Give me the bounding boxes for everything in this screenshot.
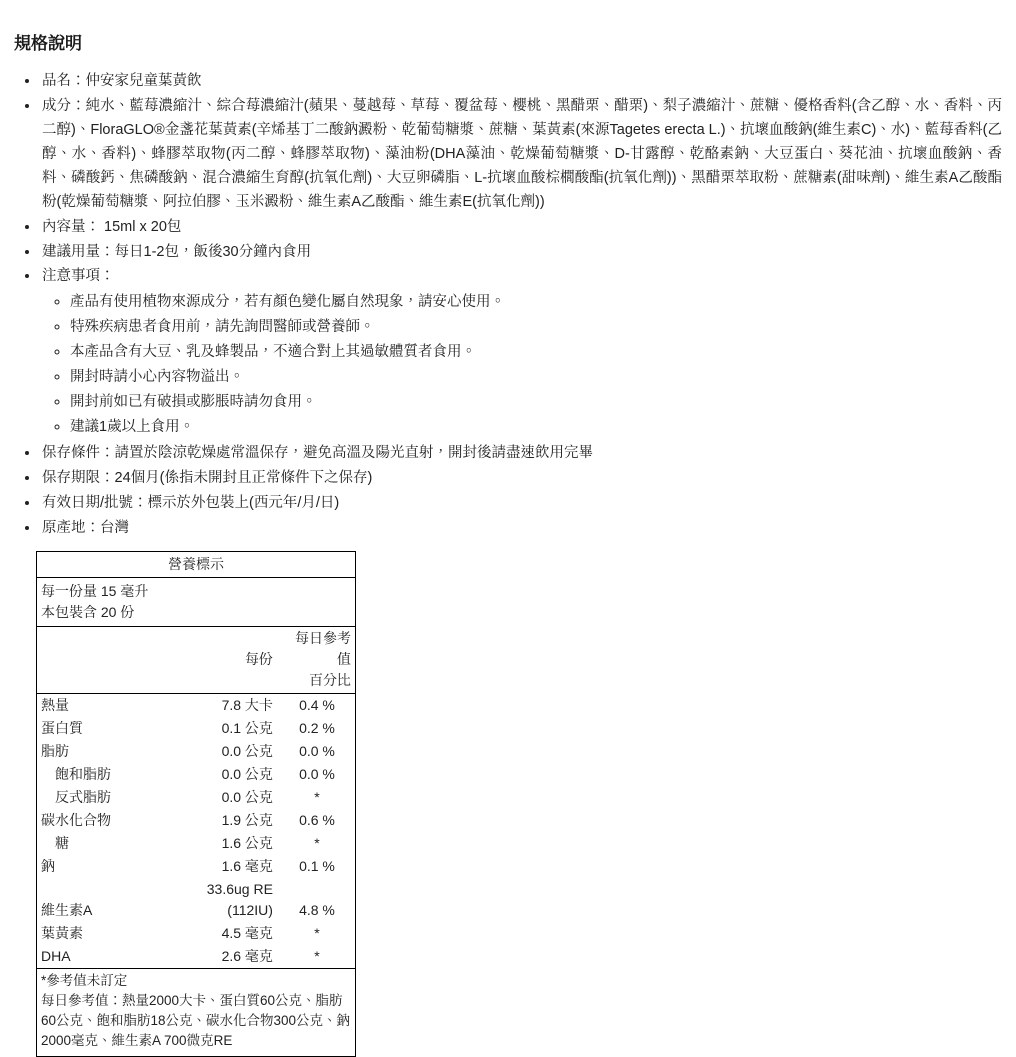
spec-item-text: 內容量： 15ml x 20包 [42, 218, 182, 235]
spec-item-origin [40, 517, 1002, 541]
nutrient-value: 1.9 公克 [221, 811, 273, 828]
footnote-daily-values: 每日參考值：熱量2000大卡、蛋白質60公克、脂肪60公克、飽和脂肪18公克、碳水化合物300公克、鈉2000毫克、維生素A 700微克RE [41, 992, 351, 1049]
spec-item-text: 保存條件：請置於陰涼乾燥處常溫保存，避免高溫及陽光直射，開封後請盡速飲用完畢 [42, 444, 593, 461]
nutrient-value: 7.8 大卡 [221, 696, 273, 713]
nutrient-percent: * [279, 945, 356, 969]
table-row [37, 717, 356, 740]
notice-text: 建議1歲以上食用。 [70, 418, 195, 435]
table-row [37, 786, 356, 809]
nutrient-value: 1.6 毫克 [221, 857, 273, 874]
spec-item-product-name [40, 70, 1002, 94]
table-row [37, 763, 356, 786]
nutrient-name: 脂肪 [41, 742, 69, 759]
nutrient-name: 飽和脂肪 [55, 765, 111, 782]
spec-item-net-content [40, 216, 1002, 240]
column-header-daily-value: 每日參考值 [295, 629, 351, 667]
nutrient-percent: 0.6 % [299, 811, 335, 828]
nutrient-percent: 4.8 % [299, 901, 335, 918]
notice-label: 注意事項： [42, 268, 115, 285]
nutrient-percent: 0.0 % [299, 742, 335, 759]
spec-item-text: 有效日期/批號：標示於外包裝上(西元年/月/日) [42, 494, 340, 511]
nutrition-serving-row [37, 577, 356, 626]
nutrition-column-subheader-row [37, 670, 356, 694]
table-row [37, 945, 356, 969]
spec-item-ingredients [40, 95, 1002, 215]
nutrition-column-header-row [37, 626, 356, 670]
nutrient-name: DHA [37, 945, 177, 969]
list-item [70, 416, 1002, 440]
nutrient-name: 蛋白質 [41, 719, 83, 736]
nutrient-value: 33.6ug RE (112IU) [206, 880, 273, 918]
servings-per-pack: 本包裝含 20 份 [41, 603, 135, 620]
nutrient-value: 0.0 公克 [221, 742, 273, 759]
spec-item-expiry-batch [40, 492, 1002, 516]
notice-text: 本產品含有大豆、乳及蜂製品，不適合對上其過敏體質者食用。 [70, 344, 476, 361]
nutrition-table [36, 551, 356, 1057]
page-title: 規格說明 [14, 34, 82, 53]
nutrition-title-row [37, 551, 356, 577]
notice-text: 特殊疾病患者食用前，請先詢問醫師或營養師。 [70, 319, 375, 336]
spec-item-shelf-life [40, 467, 1002, 491]
list-item [70, 391, 1002, 415]
spec-item-text: 品名：仲安家兒童葉黃飲 [42, 73, 202, 90]
nutrition-facts-panel [36, 551, 1002, 1057]
nutrient-name: 糖 [55, 834, 69, 851]
nutrient-value: 1.6 公克 [221, 834, 273, 851]
spec-item-text: 保存期限：24個月(係指未開封且正常條件下之保存) [42, 469, 373, 486]
table-row [37, 922, 356, 945]
list-item [70, 291, 1002, 315]
nutrient-value: 2.6 毫克 [177, 945, 279, 969]
nutrient-value: 4.5 毫克 [221, 924, 273, 941]
list-item [70, 341, 1002, 365]
spec-item-notice [40, 265, 1002, 439]
spec-item-text: 原產地：台灣 [42, 519, 129, 536]
nutrient-percent: 0.0 % [299, 765, 335, 782]
spec-item-suggested-dose [40, 241, 1002, 265]
spec-item-text: 成分：純水、藍莓濃縮汁、綜合莓濃縮汁(蘋果、蔓越莓、草莓、覆盆莓、櫻桃、黑醋栗、醋栗)、梨子濃縮汁、蔗糖、優格香料(含乙醇、水、香料、丙二醇)、FloraGLO®金盞花葉黃素(辛烯基丁二酸鈉澱粉、乾葡萄糖漿、蔗糖、葉黃素(來源Tagetes erecta L.)、抗壞血酸鈉(維生素C)、水)、藍莓香料(乙醇、水、香料)、蜂膠萃取物(丙二醇、蜂膠萃取物)、藻油粉(DHA藻油、乾燥葡萄糖漿、D-甘露醇、乾酪素鈉、大豆蛋白、葵花油、抗壞血酸鈉、香料、磷酸鈣、焦磷酸鈉、混合濃縮生育醇(抗氧化劑)、大豆卵磷脂、L-抗壞血酸棕櫚酸酯(抗氧化劑))、黑醋栗萃取粉、蔗糖素(甜味劑)、維生素A乙酸酯粉(乾燥葡萄糖漿、阿拉伯膠、玉米澱粉、維生素A乙酸酯、維生素E(抗氧化劑)) [42, 97, 1002, 210]
nutrient-value: 0.0 公克 [221, 788, 273, 805]
serving-size: 每一份量 15 毫升 [41, 582, 149, 599]
spec-item-text: 建議用量：每日1-2包，飯後30分鐘內食用 [42, 243, 312, 260]
column-header-daily-value-unit: 百分比 [279, 670, 356, 694]
nutrient-value: 0.0 公克 [221, 765, 273, 782]
footnote-star: *參考值未訂定 [41, 972, 128, 988]
nutrient-name: 反式脂肪 [55, 788, 111, 805]
table-row [37, 832, 356, 855]
nutrient-name: 葉黃素 [41, 924, 83, 941]
table-row [37, 878, 356, 922]
nutrient-percent: * [314, 834, 320, 851]
nutrient-name: 熱量 [41, 696, 69, 713]
nutrient-percent: 0.1 % [299, 857, 335, 874]
nutrient-name: 維生素A [41, 901, 93, 918]
notice-text: 產品有使用植物來源成分，若有顏色變化屬自然現象，請安心使用。 [70, 294, 505, 311]
nutrition-title: 營養標示 [37, 551, 356, 577]
list-item [70, 316, 1002, 340]
nutrient-name: 鈉 [41, 857, 55, 874]
table-row [37, 809, 356, 832]
nutrient-percent: 0.2 % [299, 719, 335, 736]
notice-text: 開封時請小心內容物溢出。 [70, 369, 244, 386]
nutrient-name: 碳水化合物 [41, 811, 111, 828]
notice-text: 開封前如已有破損或膨脹時請勿食用。 [70, 394, 317, 411]
column-header-per-serving: 每份 [244, 650, 273, 667]
nutrient-percent: * [314, 788, 320, 805]
nutrient-value: 0.1 公克 [221, 719, 273, 736]
notice-list [42, 291, 1002, 440]
spec-list [14, 70, 1002, 541]
nutrition-footnote-row [37, 968, 356, 1056]
table-row [37, 855, 356, 878]
list-item [70, 366, 1002, 390]
table-row [37, 740, 356, 763]
spec-item-storage-condition [40, 442, 1002, 466]
nutrient-percent: 0.4 % [299, 696, 335, 713]
table-row [37, 693, 356, 717]
nutrient-percent: * [314, 924, 320, 941]
